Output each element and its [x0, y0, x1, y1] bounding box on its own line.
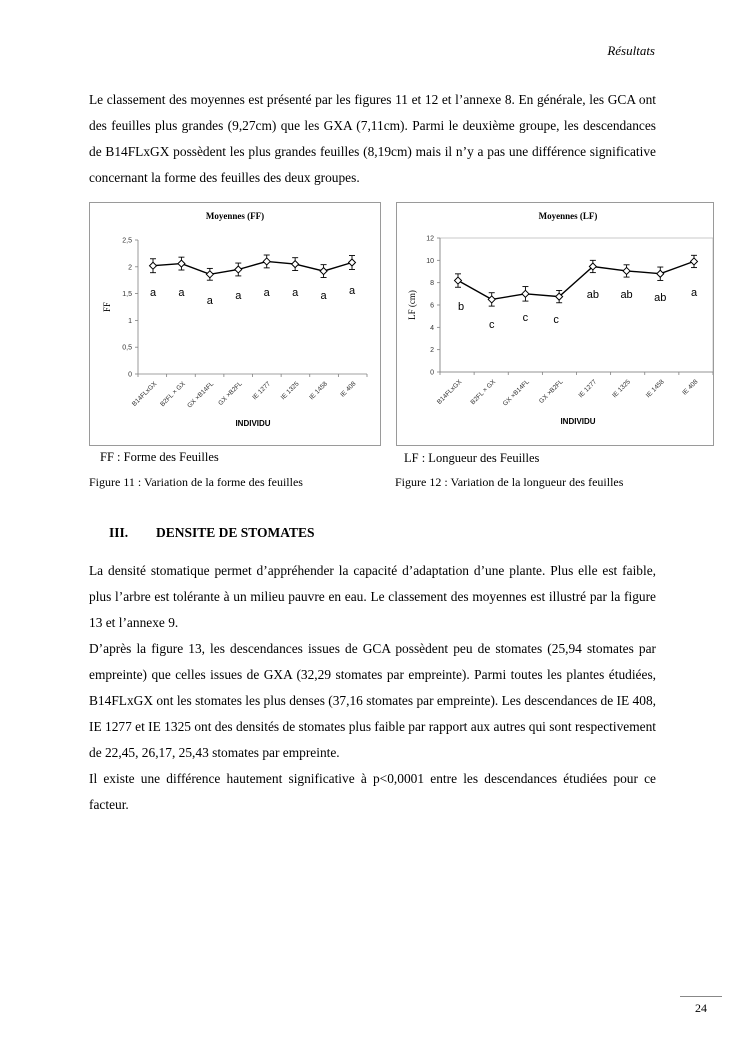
- section-heading: [109, 525, 315, 541]
- y-axis-title: FF: [102, 301, 112, 313]
- data-point-marker: [455, 277, 462, 284]
- data-point-marker: [263, 258, 270, 265]
- intro-paragraph: Le classement des moyennes est présenté par les figures 11 et 12 et l’annexe 8. En générale, les GCA ont des feuilles plus grandes (9,27cm) que les GXA (7,11cm). Parmi le deuxième groupe, les descendances de B14FLxGX possèdent les plus grandes feuilles (8,19cm) mais il n’y a pas une différence significative concernant la forme des feuilles des deux groupes.: [89, 92, 656, 185]
- data-point-marker: [178, 260, 185, 267]
- x-tick-label: IE 1458: [644, 378, 666, 400]
- x-tick-label: GX ×B14FL: [186, 380, 216, 410]
- y-tick-label: 4: [430, 324, 434, 332]
- group-letter-label: ab: [654, 292, 667, 304]
- x-axis-title: INDIVIDU: [560, 417, 596, 426]
- x-tick-label: IE 408: [339, 380, 358, 399]
- y-tick-label: 6: [430, 302, 434, 310]
- group-letter-label: a: [149, 287, 157, 299]
- y-tick-label: 8: [430, 280, 434, 288]
- group-letter-label: c: [488, 319, 495, 331]
- group-letter-label: a: [320, 290, 327, 302]
- x-tick-label: GX ×B2FL: [538, 378, 565, 406]
- group-letter-label: a: [292, 287, 299, 299]
- y-tick-label: 0: [128, 371, 132, 379]
- data-point-marker: [292, 261, 299, 268]
- group-letter-label: b: [457, 301, 465, 313]
- group-letter-label: c: [522, 312, 529, 324]
- x-tick-label: B14FLxGX: [435, 378, 464, 406]
- page-number: 24: [695, 1001, 707, 1015]
- x-tick-label: GX ×B2FL: [217, 380, 244, 408]
- group-letter-label: a: [263, 287, 270, 299]
- x-tick-label: IE 1325: [279, 380, 301, 402]
- lf-chart-svg: [397, 203, 713, 445]
- x-tick-label: IE 1277: [577, 378, 599, 400]
- data-point-marker: [657, 270, 664, 277]
- group-letter-label: ab: [620, 289, 633, 301]
- y-tick-label: 0: [430, 369, 434, 377]
- y-tick-label: 2,5: [122, 237, 132, 245]
- section-paragraph: Il existe une différence hautement significative à p<0,0001 entre les descendances étudiées pour ce facteur.: [89, 771, 656, 812]
- group-letter-label: a: [348, 285, 356, 297]
- section-title: DENSITE DE STOMATES: [156, 525, 315, 540]
- data-point-marker: [691, 258, 698, 265]
- y-tick-label: 10: [426, 257, 434, 265]
- section-body: [89, 558, 656, 818]
- ff-chart-svg: [90, 203, 380, 445]
- y-axis-title: LF (cm): [407, 290, 417, 320]
- section-number: III.: [109, 525, 129, 540]
- data-point-marker: [235, 266, 242, 273]
- x-tick-label: IE 1458: [308, 380, 329, 402]
- group-letter-label: a: [235, 290, 242, 302]
- data-point-marker: [320, 268, 327, 275]
- data-point-marker: [150, 262, 157, 269]
- y-tick-label: 1,5: [122, 291, 132, 299]
- section-paragraph: D’après la figure 13, les descendances issues de GCA possèdent peu de stomates (25,94 stomates par empreinte) que celles issues de GXA (32,29 stomates par empreinte). Parmi toutes les plantes étudiées, B14FLxGX ont les stomates les plus denses (37,16 stomates par empreinte). Les descendances de IE 408, IE 1277 et IE 1325 ont des densités de stomates plus faible par rapport aux autres qui sont respectivement de 22,45, 26,17, 25,43 stomates par empreinte.: [89, 641, 656, 760]
- group-letter-label: ab: [586, 289, 599, 301]
- figure-12-caption: Figure 12 : Variation de la longueur des feuilles: [395, 475, 624, 489]
- x-tick-label: IE 1325: [611, 378, 632, 400]
- x-tick-label: B2FL × GX: [159, 380, 187, 409]
- x-tick-label: IE 408: [681, 378, 700, 397]
- x-tick-label: B14FLxGX: [130, 380, 159, 408]
- y-tick-label: 2: [430, 347, 434, 355]
- running-header: Résultats: [607, 43, 655, 58]
- figure-11-legend: FF : Forme des Feuilles: [100, 450, 219, 464]
- data-point-marker: [488, 296, 495, 303]
- x-axis-title: INDIVIDU: [235, 419, 271, 428]
- y-tick-label: 12: [426, 235, 434, 243]
- x-tick-label: GX ×B14FL: [501, 378, 531, 408]
- footer-divider: [680, 996, 722, 997]
- data-point-marker: [349, 259, 356, 266]
- chart-title: Moyennes (FF): [205, 211, 265, 221]
- y-tick-label: 0,5: [122, 344, 132, 352]
- figure-11-chart: [89, 202, 381, 446]
- data-point-marker: [522, 290, 529, 297]
- group-letter-label: a: [690, 287, 698, 299]
- group-letter-label: a: [178, 287, 185, 299]
- figure-12-chart: [396, 202, 714, 446]
- y-tick-label: 2: [128, 264, 132, 272]
- figure-12-legend: LF : Longueur des Feuilles: [404, 451, 540, 465]
- y-tick-label: 1: [128, 317, 132, 325]
- x-tick-label: B2FL × GX: [469, 378, 498, 407]
- section-paragraph: La densité stomatique permet d’appréhender la capacité d’adaptation d’une plante. Plus elle est faible, plus l’arbre est tolérante à un milieu pauvre en eau. Le classement des moyennes est illustré par la figure 13 et l’annexe 9.: [89, 563, 656, 630]
- figure-11-caption: Figure 11 : Variation de la forme des feuilles: [89, 475, 303, 489]
- data-point-marker: [623, 267, 630, 274]
- chart-title: Moyennes (LF): [538, 211, 598, 221]
- data-point-marker: [206, 271, 213, 278]
- group-letter-label: c: [553, 314, 559, 326]
- plot-area-border: [440, 238, 713, 372]
- group-letter-label: a: [206, 295, 213, 307]
- x-tick-label: IE 1277: [251, 380, 273, 402]
